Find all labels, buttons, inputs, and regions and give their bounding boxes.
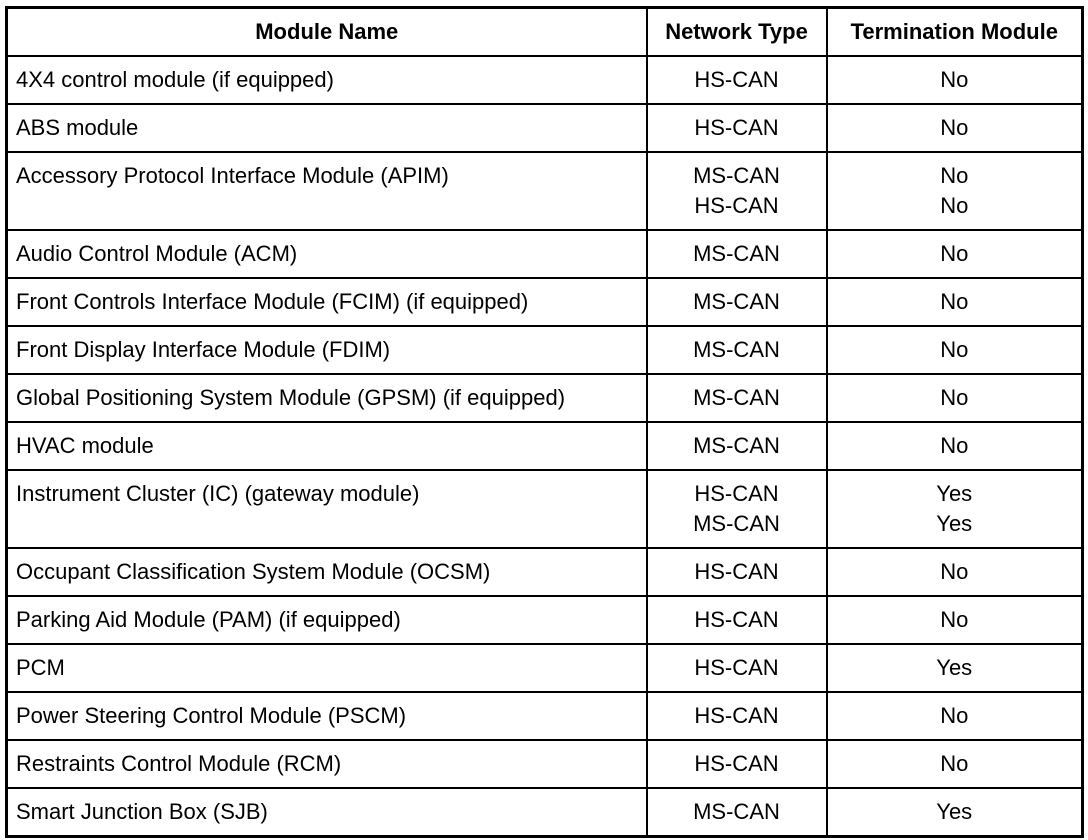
- table-row: [7, 596, 1083, 644]
- termination-module-cell: [827, 278, 1083, 326]
- network-type-value: MS-CAN: [693, 385, 780, 410]
- network-type-value: MS-CAN: [693, 433, 780, 458]
- termination-value: No: [940, 337, 969, 362]
- module-name-cell: Audio Control Module (ACM): [7, 230, 647, 278]
- table-row: [7, 644, 1083, 692]
- module-name-cell: Global Positioning System Module (GPSM) (if equipped): [7, 374, 647, 422]
- header-termination-module: Termination Module: [827, 8, 1083, 57]
- network-type-cell: [647, 644, 827, 692]
- termination-value: Yes: [936, 511, 973, 536]
- table-row: [7, 104, 1083, 152]
- network-type-value: MS-CAN: [693, 289, 780, 314]
- table-row: [7, 326, 1083, 374]
- module-name-cell: Power Steering Control Module (PSCM): [7, 692, 647, 740]
- module-name-cell: Front Display Interface Module (FDIM): [7, 326, 647, 374]
- module-name-cell: Parking Aid Module (PAM) (if equipped): [7, 596, 647, 644]
- network-type-value: HS-CAN: [694, 481, 779, 506]
- termination-value: No: [940, 607, 969, 632]
- termination-module-cell: [827, 152, 1083, 230]
- module-name-cell: Accessory Protocol Interface Module (APIM): [7, 152, 647, 230]
- header-row: [7, 8, 1083, 57]
- table-row: [7, 788, 1083, 837]
- termination-module-cell: [827, 788, 1083, 837]
- termination-module-cell: [827, 470, 1083, 548]
- termination-value: No: [940, 559, 969, 584]
- network-type-cell: [647, 278, 827, 326]
- termination-module-cell: [827, 740, 1083, 788]
- termination-module-cell: [827, 422, 1083, 470]
- module-name-cell: Front Controls Interface Module (FCIM) (if equipped): [7, 278, 647, 326]
- network-type-cell: [647, 788, 827, 837]
- table-row: [7, 470, 1083, 548]
- termination-value: No: [940, 289, 969, 314]
- network-type-cell: [647, 470, 827, 548]
- module-name-cell: 4X4 control module (if equipped): [7, 56, 647, 104]
- module-name-cell: Restraints Control Module (RCM): [7, 740, 647, 788]
- module-name-cell: Smart Junction Box (SJB): [7, 788, 647, 837]
- module-name-cell: HVAC module: [7, 422, 647, 470]
- network-type-value: MS-CAN: [693, 241, 780, 266]
- termination-module-cell: [827, 326, 1083, 374]
- network-type-value: HS-CAN: [694, 193, 779, 218]
- network-type-cell: [647, 230, 827, 278]
- table-row: [7, 56, 1083, 104]
- termination-value: No: [940, 703, 969, 728]
- network-type-value: HS-CAN: [694, 703, 779, 728]
- termination-module-cell: [827, 644, 1083, 692]
- table-row: [7, 548, 1083, 596]
- network-type-cell: [647, 326, 827, 374]
- network-type-value: HS-CAN: [694, 67, 779, 92]
- table-row: [7, 230, 1083, 278]
- termination-module-cell: [827, 230, 1083, 278]
- network-type-value: MS-CAN: [693, 799, 780, 824]
- termination-value: No: [940, 193, 969, 218]
- module-name-cell: Instrument Cluster (IC) (gateway module): [7, 470, 647, 548]
- module-name-cell: ABS module: [7, 104, 647, 152]
- network-type-cell: [647, 692, 827, 740]
- table-row: [7, 692, 1083, 740]
- table-row: [7, 740, 1083, 788]
- network-type-cell: [647, 374, 827, 422]
- network-type-value: MS-CAN: [693, 163, 780, 188]
- network-type-cell: [647, 740, 827, 788]
- network-type-value: MS-CAN: [693, 511, 780, 536]
- termination-value: No: [940, 67, 969, 92]
- termination-value: No: [940, 433, 969, 458]
- termination-module-cell: [827, 596, 1083, 644]
- termination-value: No: [940, 241, 969, 266]
- network-type-value: MS-CAN: [693, 337, 780, 362]
- network-type-cell: [647, 548, 827, 596]
- termination-value: No: [940, 163, 969, 188]
- network-type-value: HS-CAN: [694, 559, 779, 584]
- module-network-table: [5, 6, 1084, 838]
- network-type-cell: [647, 152, 827, 230]
- network-type-cell: [647, 422, 827, 470]
- termination-value: Yes: [936, 655, 973, 680]
- module-name-cell: PCM: [7, 644, 647, 692]
- network-type-value: HS-CAN: [694, 115, 779, 140]
- network-type-cell: [647, 56, 827, 104]
- network-type-cell: [647, 596, 827, 644]
- module-name-cell: Occupant Classification System Module (OCSM): [7, 548, 647, 596]
- termination-module-cell: [827, 548, 1083, 596]
- network-type-value: HS-CAN: [694, 655, 779, 680]
- network-type-value: HS-CAN: [694, 607, 779, 632]
- table-row: [7, 152, 1083, 230]
- termination-module-cell: [827, 692, 1083, 740]
- table-row: [7, 422, 1083, 470]
- termination-module-cell: [827, 104, 1083, 152]
- termination-module-cell: [827, 374, 1083, 422]
- termination-value: No: [940, 751, 969, 776]
- termination-value: No: [940, 385, 969, 410]
- network-type-cell: [647, 104, 827, 152]
- termination-value: Yes: [936, 799, 973, 824]
- module-network-table-container: [5, 6, 1081, 838]
- header-network-type: Network Type: [647, 8, 827, 57]
- network-type-value: HS-CAN: [694, 751, 779, 776]
- table-header: [7, 8, 1083, 57]
- termination-value: Yes: [936, 481, 973, 506]
- table-row: [7, 374, 1083, 422]
- termination-module-cell: [827, 56, 1083, 104]
- table-row: [7, 278, 1083, 326]
- header-module-name: Module Name: [7, 8, 647, 57]
- termination-value: No: [940, 115, 969, 140]
- table-body: [7, 56, 1083, 837]
